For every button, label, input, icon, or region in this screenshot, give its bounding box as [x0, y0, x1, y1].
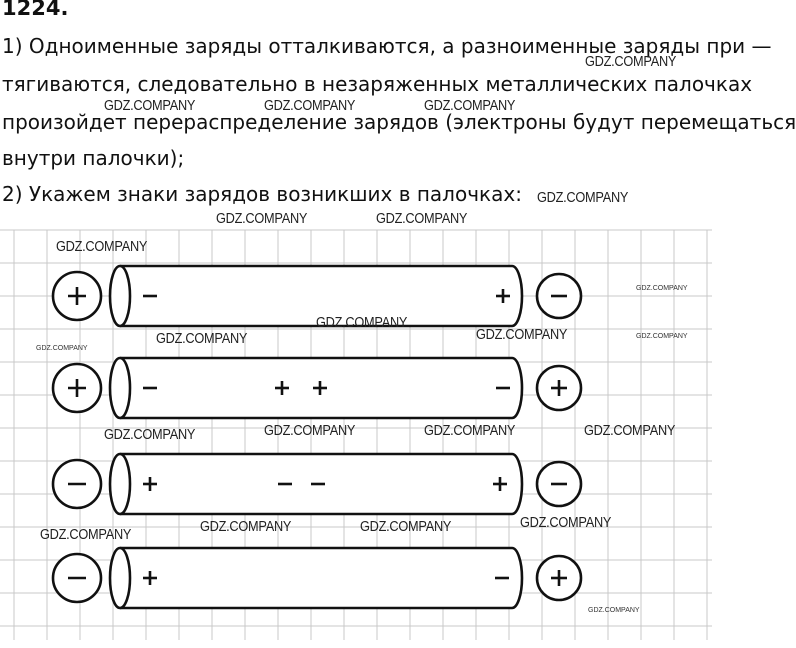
watermark-text: GDZ.COMPANY	[588, 607, 640, 614]
watermark-text: GDZ.COMPANY	[200, 518, 292, 535]
rod-end	[110, 548, 130, 608]
watermark-text: GDZ.COMPANY	[40, 526, 132, 543]
problem-number: 1224.	[2, 0, 69, 20]
watermark-text: GDZ.COMPANY	[376, 210, 468, 227]
watermark-text: GDZ.COMPANY	[636, 333, 688, 340]
text-line-5: 2) Укажем знаки зарядов возникших в палочках:	[2, 182, 522, 206]
watermark-text: GDZ.COMPANY	[104, 426, 196, 443]
watermark-text: GDZ.COMPANY	[636, 285, 688, 292]
watermark-text: GDZ.COMPANY	[36, 345, 88, 352]
figure-row	[53, 548, 581, 608]
text-line-1: 1) Одноименные заряды отталкиваются, а разноименные заряды при —	[2, 34, 772, 58]
rod-end	[110, 358, 130, 418]
watermark-text: GDZ.COMPANY	[584, 422, 676, 439]
watermark-text: GDZ.COMPANY	[104, 97, 196, 114]
watermark-text: GDZ.COMPANY	[424, 422, 516, 439]
text-line-2: тягиваются, следовательно в незаряженных металлических палочках	[2, 72, 753, 96]
watermark-text: GDZ.COMPANY	[424, 97, 516, 114]
rod-end	[110, 266, 130, 326]
watermark-text: GDZ.COMPANY	[537, 189, 629, 206]
watermark-text: GDZ.COMPANY	[476, 326, 568, 343]
watermark-text: GDZ.COMPANY	[520, 514, 612, 531]
rod-body	[120, 548, 522, 608]
watermark-text: GDZ.COMPANY	[316, 314, 408, 331]
figure-row	[53, 454, 581, 514]
text-line-4: внутри палочки);	[2, 146, 185, 170]
figure-row	[53, 358, 581, 418]
watermark-text: GDZ.COMPANY	[216, 210, 308, 227]
watermark-text: GDZ.COMPANY	[360, 518, 452, 535]
watermark-text: GDZ.COMPANY	[264, 97, 356, 114]
watermark-text: GDZ.COMPANY	[56, 238, 148, 255]
rod-end	[110, 454, 130, 514]
text-line-3: произойдет перераспределение зарядов (электроны будут перемещаться	[2, 110, 796, 134]
watermark-text: GDZ.COMPANY	[585, 53, 677, 70]
watermark-text: GDZ.COMPANY	[156, 330, 248, 347]
watermark-text: GDZ.COMPANY	[264, 422, 356, 439]
